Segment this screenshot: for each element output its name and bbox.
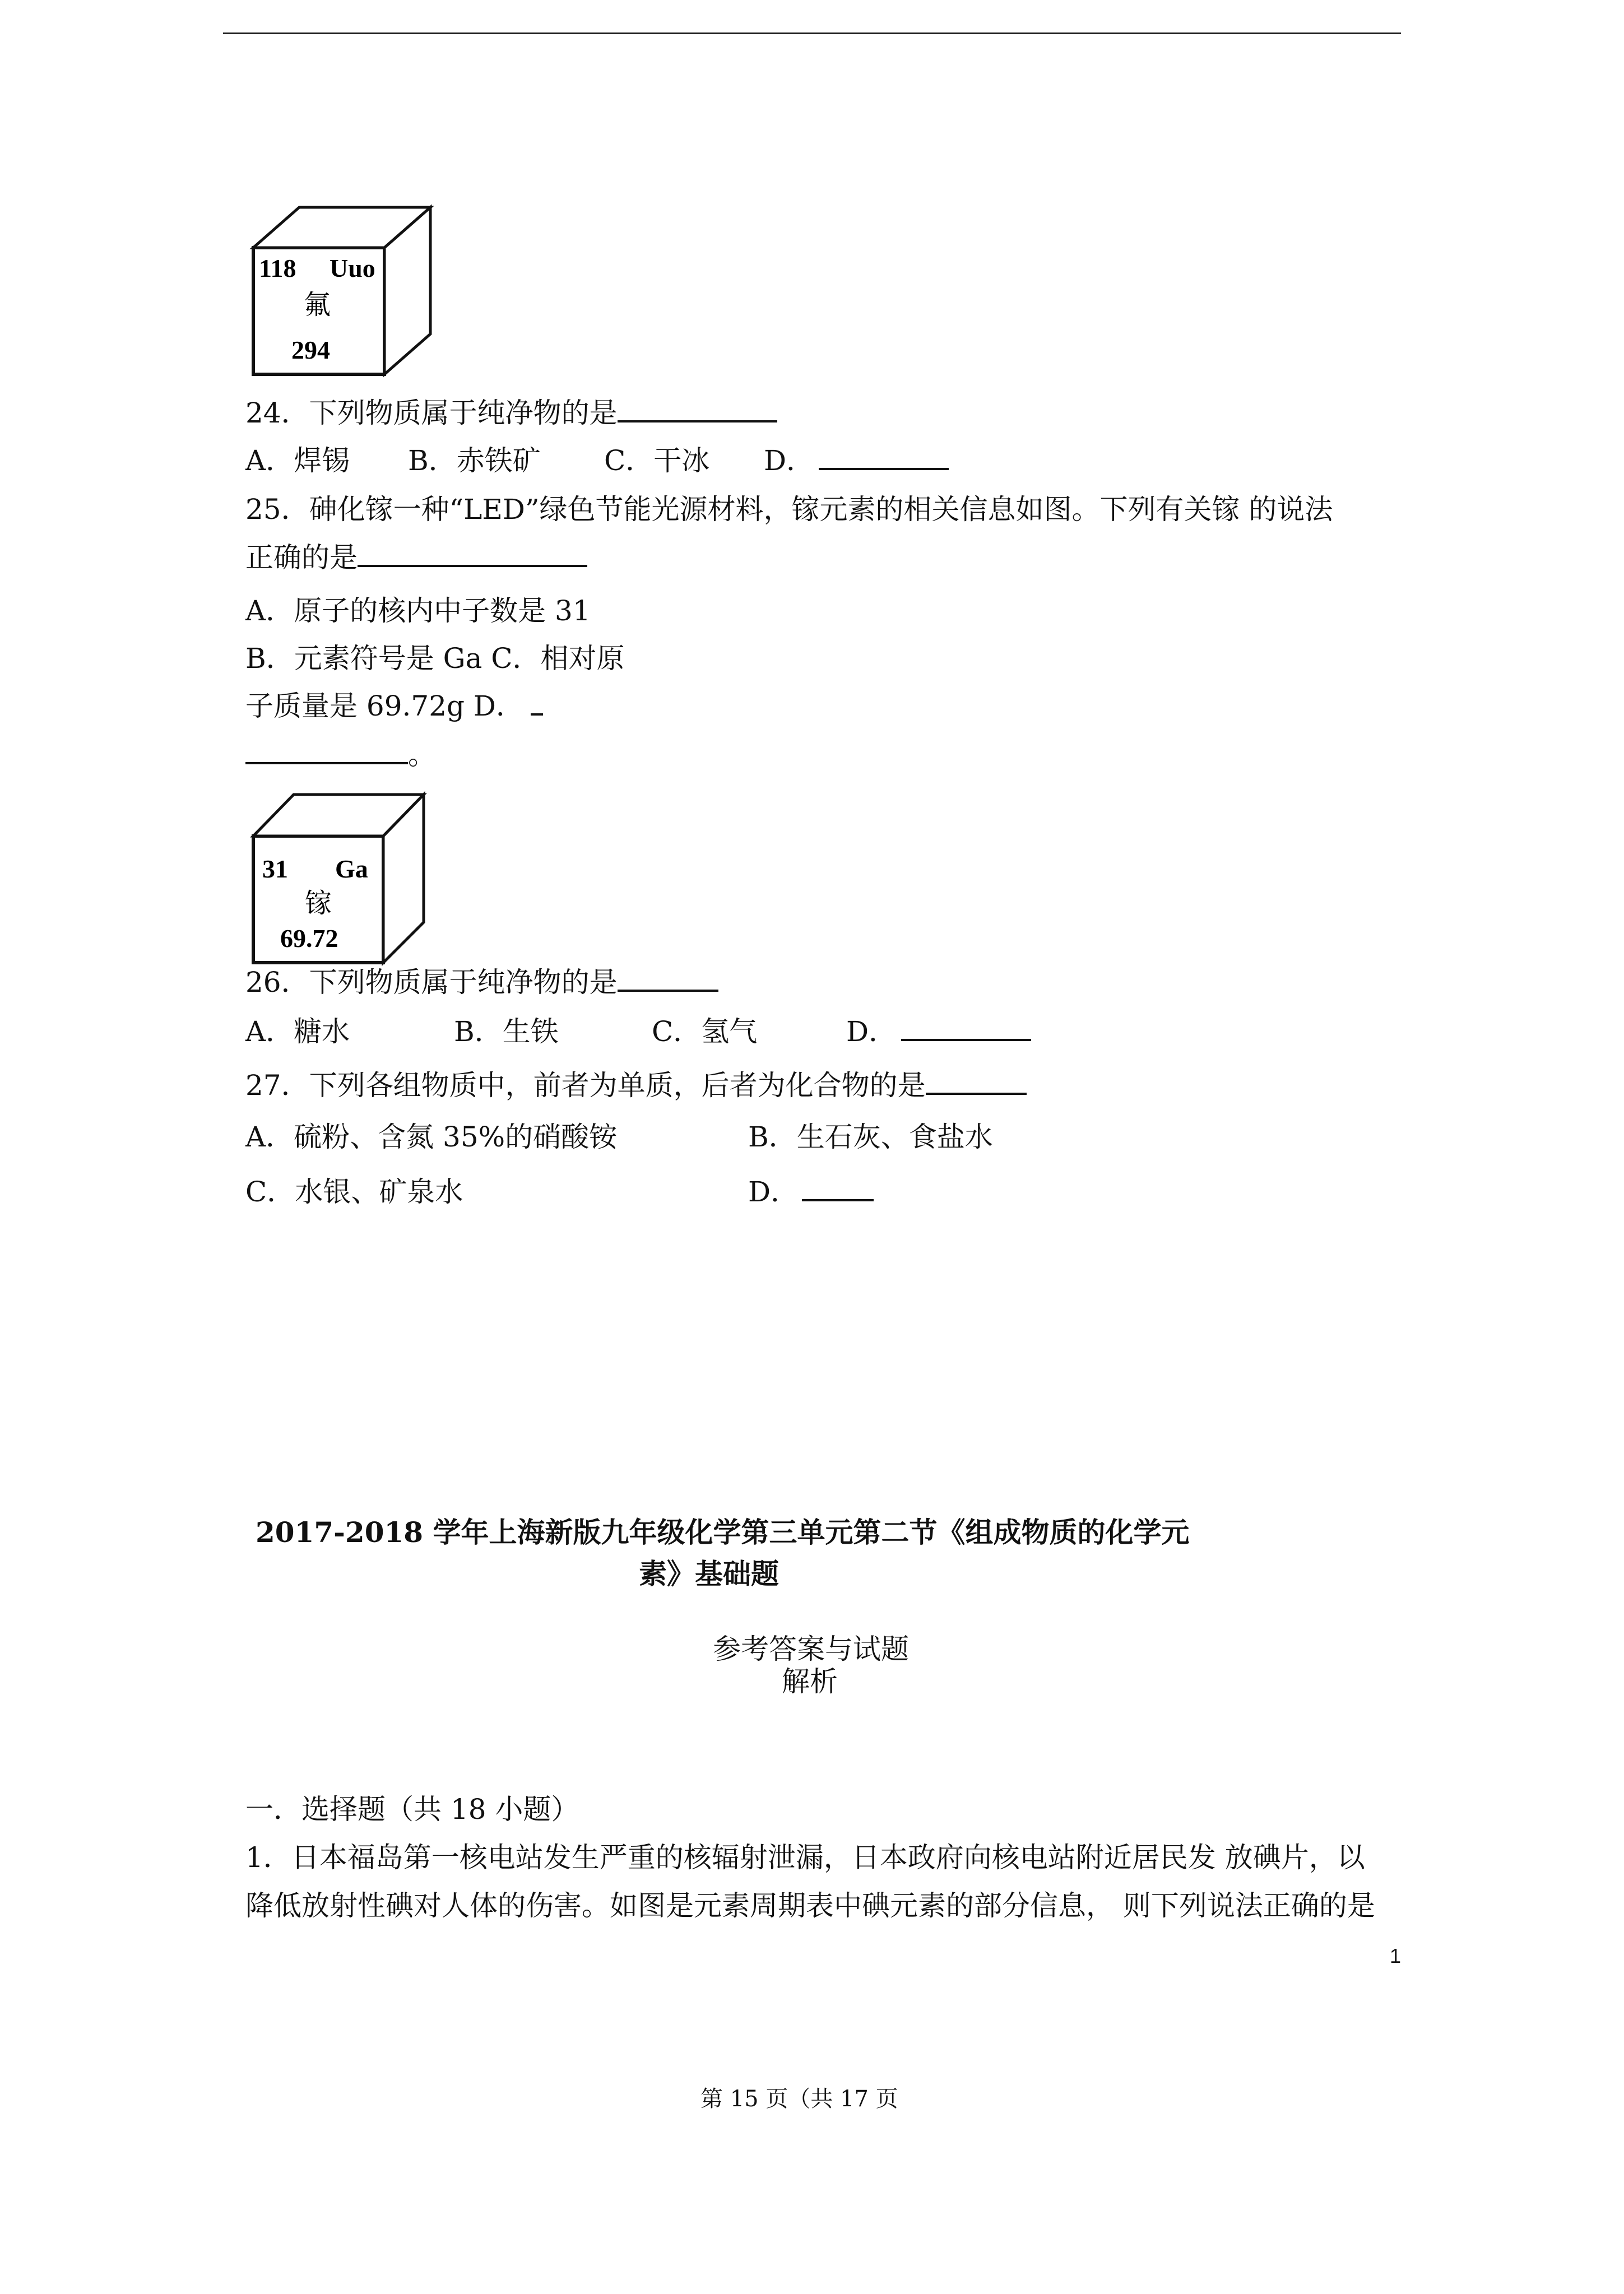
ga-atomic-number: 31: [262, 855, 288, 883]
q27-option-c: C．水银、矿泉水: [245, 1176, 463, 1208]
answer-subtitle-1: 参考答案与试题: [713, 1633, 909, 1665]
q25-option-d-blank-start[interactable]: [531, 688, 543, 716]
uuo-atomic-mass: 294: [291, 336, 330, 364]
q26-option-a: A．糖水: [245, 1015, 350, 1048]
uuo-element-name: 氟: [304, 289, 331, 321]
q25-option-b: B．元素符号是 Ga C．相对原: [245, 642, 625, 675]
element-card-uuo: [245, 201, 436, 380]
header-rule: [223, 32, 1401, 34]
element-card-ga: [245, 790, 430, 969]
ga-element-name: 镓: [305, 888, 332, 919]
q26-stem-text: 26．下列物质属于纯净物的是: [245, 966, 618, 999]
q27-option-d-label: D．: [748, 1176, 799, 1208]
q1-line2: 降低放射性碘对人体的伤害。如图是元素周期表中碘元素的部分信息， 则下列说法正确的是: [245, 1889, 1375, 1922]
answer-title-line1: 2017-2018 学年上海新版九年级化学第三单元第二节《组成物质的化学元: [256, 1516, 1190, 1549]
q27-stem-text: 27．下列各组物质中，前者为单质，后者为化合物的是: [245, 1069, 926, 1102]
q25-line2: [245, 538, 587, 577]
section-heading: 一．选择题（共 18 小题）: [245, 1793, 579, 1826]
q27-option-b: B．生石灰、食盐水: [748, 1121, 993, 1153]
q26-stem: [245, 963, 718, 1002]
ga-atomic-mass: 69.72: [280, 924, 338, 953]
q25-option-c-text: 子质量是 69.72g D．: [245, 690, 525, 722]
answer-title-line2: 素》基础题: [639, 1557, 779, 1590]
answer-subtitle-2: 解析: [782, 1665, 838, 1698]
q26-option-c: C．氢气: [652, 1015, 758, 1048]
q25-end-mark: 。: [408, 739, 436, 771]
q25-answer-blank[interactable]: [358, 539, 587, 567]
uuo-atomic-number: 118: [259, 254, 296, 282]
q27-option-a: A．硫粉、含氮 35%的硝酸铵: [245, 1121, 618, 1153]
q26-option-d: [846, 1012, 1031, 1051]
q27-option-d: [748, 1172, 874, 1211]
q25-line2-text: 正确的是: [245, 541, 358, 574]
q24-stem-text: 24．下列物质属于纯净物的是: [245, 397, 618, 429]
q25-option-a: A．原子的核内中子数是 31: [245, 595, 591, 627]
q24-option-d: [764, 441, 949, 480]
q25-line1: 25．砷化镓一种“LED”绿色节能光源材料，镓元素的相关信息如图。下列有关镓 的说法: [245, 493, 1333, 526]
q26-option-d-label: D．: [846, 1015, 897, 1048]
uuo-symbol: Uuo: [330, 254, 375, 282]
q24-option-a: A．焊锡: [245, 444, 350, 477]
q25-option-d-line: [245, 735, 436, 774]
q27-option-d-blank[interactable]: [802, 1173, 874, 1201]
q24-option-c: C．干冰: [604, 444, 710, 477]
q26-option-d-blank[interactable]: [901, 1013, 1031, 1041]
page-number: 1: [1390, 1944, 1402, 1967]
q24-option-b: B．赤铁矿: [408, 444, 541, 477]
q24-answer-blank[interactable]: [618, 394, 777, 422]
page-footer: 第 15 页（共 17 页: [700, 2086, 898, 2112]
q25-option-d-blank[interactable]: [245, 736, 408, 764]
q25-option-c: [245, 686, 543, 726]
q26-option-b: B．生铁: [454, 1015, 559, 1048]
ga-symbol: Ga: [335, 855, 368, 883]
q1-line1: 1．日本福岛第一核电站发生严重的核辐射泄漏，日本政府向核电站附近居民发 放碘片，以: [245, 1841, 1365, 1874]
q27-stem: [245, 1066, 1027, 1105]
q24-stem: [245, 393, 777, 433]
q24-option-d-label: D．: [764, 444, 815, 477]
q24-option-d-blank[interactable]: [819, 442, 949, 470]
q27-answer-blank[interactable]: [926, 1067, 1027, 1095]
q26-answer-blank[interactable]: [618, 964, 718, 992]
